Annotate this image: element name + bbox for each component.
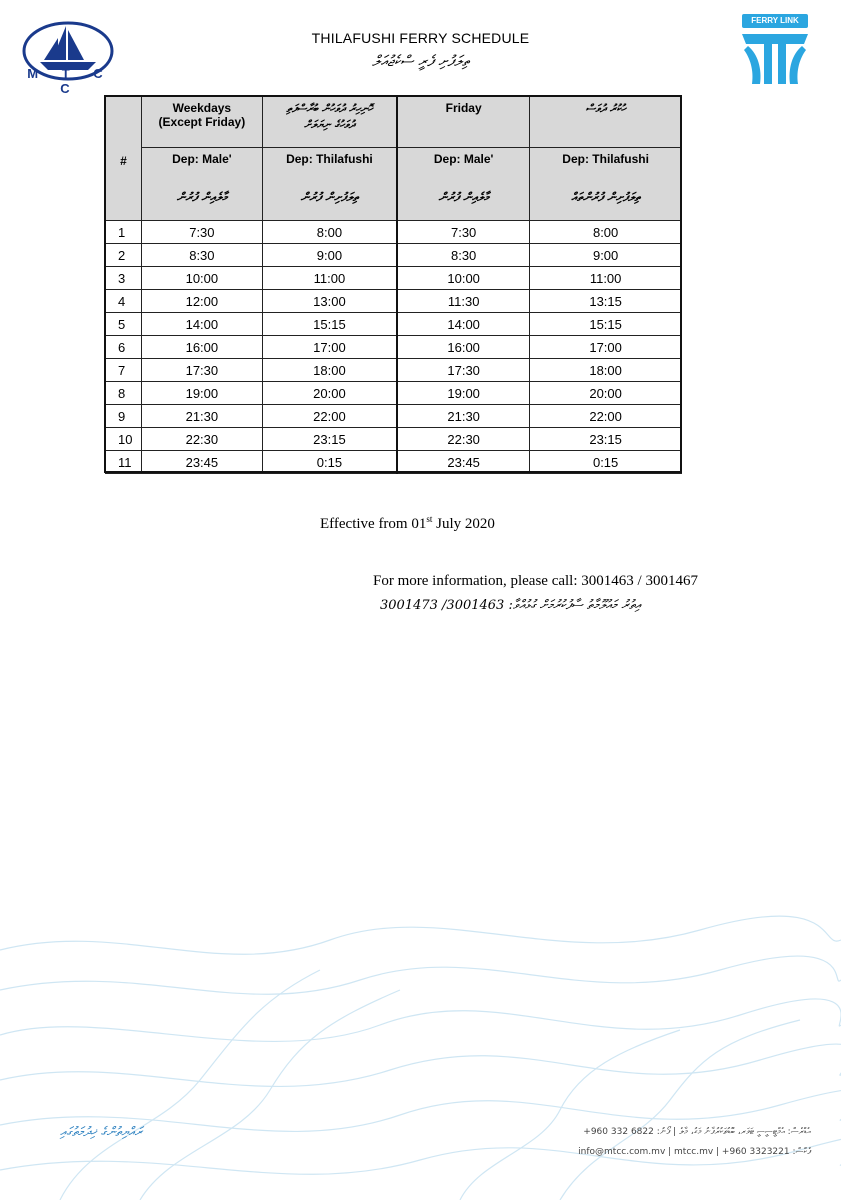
- cell-weekday-dep-male: 14:00: [141, 313, 262, 336]
- cell-trip-number: 1: [106, 221, 142, 244]
- cell-weekday-dep-thilafushi: 15:15: [262, 313, 397, 336]
- table-row: [106, 359, 682, 382]
- cell-friday-dep-thilafushi: 17:00: [530, 336, 682, 359]
- dep-header-friday-male: Dep: Male' މާލެއިން ފުރުން: [397, 148, 530, 221]
- footer-address: އެޑްރެސް: އެމްޓީސީސީ ޓަވަރ، ބޮޑުތަކުރުފާނު މަގު، މާލެ | ފޯނު: 6822 332 960+: [583, 1127, 811, 1137]
- table-row: [106, 244, 682, 267]
- table-row: [106, 428, 682, 451]
- column-group-friday: Friday: [397, 97, 530, 148]
- cell-weekday-dep-male: 7:30: [141, 221, 262, 244]
- cell-weekday-dep-male: 12:00: [141, 290, 262, 313]
- cell-trip-number: 10: [106, 428, 142, 451]
- cell-trip-number: 4: [106, 290, 142, 313]
- column-group-weekdays-dhivehi: ހޮނިހިރު ދުވަހުން ބުރާސްފަތި ދުވަހުގެ ނިޔަލަށް: [262, 97, 397, 148]
- cell-friday-dep-male: 7:30: [397, 221, 530, 244]
- cell-friday-dep-male: 16:00: [397, 336, 530, 359]
- cell-weekday-dep-thilafushi: 18:00: [262, 359, 397, 382]
- cell-weekday-dep-thilafushi: 11:00: [262, 267, 397, 290]
- cell-friday-dep-thilafushi: 0:15: [530, 451, 682, 474]
- cell-friday-dep-thilafushi: 22:00: [530, 405, 682, 428]
- cell-trip-number: 5: [106, 313, 142, 336]
- cell-friday-dep-thilafushi: 18:00: [530, 359, 682, 382]
- dep-header-friday-thilafushi: Dep: Thilafushi ތިލަފުށިން ފުރުންތައް: [530, 148, 682, 221]
- cell-weekday-dep-male: 22:30: [141, 428, 262, 451]
- cell-trip-number: 3: [106, 267, 142, 290]
- cell-weekday-dep-male: 19:00: [141, 382, 262, 405]
- cell-friday-dep-male: 21:30: [397, 405, 530, 428]
- cell-trip-number: 6: [106, 336, 142, 359]
- table-row: [106, 451, 682, 474]
- cell-friday-dep-male: 19:00: [397, 382, 530, 405]
- table-row: [106, 221, 682, 244]
- ferry-link-badge: FERRY LINK: [742, 14, 808, 28]
- cell-friday-dep-male: 22:30: [397, 428, 530, 451]
- table-row: [106, 313, 682, 336]
- mtcc-logo-text: M T C C: [27, 66, 113, 96]
- table-row: [106, 405, 682, 428]
- cell-trip-number: 7: [106, 359, 142, 382]
- cell-trip-number: 8: [106, 382, 142, 405]
- table-row: [106, 382, 682, 405]
- cell-friday-dep-male: 14:00: [397, 313, 530, 336]
- page-title: THILAFUSHI FERRY SCHEDULE: [311, 30, 530, 46]
- cell-friday-dep-thilafushi: 20:00: [530, 382, 682, 405]
- cell-friday-dep-thilafushi: 8:00: [530, 221, 682, 244]
- cell-weekday-dep-male: 10:00: [141, 267, 262, 290]
- table-row: [106, 290, 682, 313]
- cell-trip-number: 9: [106, 405, 142, 428]
- ferry-schedule-table: [105, 96, 682, 474]
- table-row: [106, 336, 682, 359]
- cell-weekday-dep-thilafushi: 13:00: [262, 290, 397, 313]
- cell-weekday-dep-thilafushi: 22:00: [262, 405, 397, 428]
- table-header-row-groups: [106, 97, 682, 148]
- cell-weekday-dep-male: 21:30: [141, 405, 262, 428]
- cell-weekday-dep-male: 23:45: [141, 451, 262, 474]
- cell-friday-dep-male: 8:30: [397, 244, 530, 267]
- table-row: [106, 267, 682, 290]
- cell-friday-dep-thilafushi: 11:00: [530, 267, 682, 290]
- dep-header-weekday-male: Dep: Male' މާލެއިން ފުރުން: [141, 148, 262, 221]
- column-group-friday-dhivehi: ހުކުރު ދުވަސް: [530, 97, 682, 148]
- table-header-row-departures: [106, 148, 682, 221]
- cell-weekday-dep-thilafushi: 20:00: [262, 382, 397, 405]
- contact-info-dhivehi: އިތުރު މައުލޫމާތު ސާފުކުރުމަށް ގުޅުއްވާ: 3001463/ 3001473: [380, 598, 641, 613]
- cell-friday-dep-male: 10:00: [397, 267, 530, 290]
- cell-trip-number: 2: [106, 244, 142, 267]
- cell-friday-dep-thilafushi: 23:15: [530, 428, 682, 451]
- cell-friday-dep-thilafushi: 15:15: [530, 313, 682, 336]
- cell-friday-dep-male: 23:45: [397, 451, 530, 474]
- cell-friday-dep-thilafushi: 13:15: [530, 290, 682, 313]
- cell-friday-dep-male: 11:30: [397, 290, 530, 313]
- footer-slogan: ރައްޔިތުންގެ ޚިދުމަތުގައި: [60, 1125, 143, 1140]
- cell-weekday-dep-male: 17:30: [141, 359, 262, 382]
- footer-contact: ފެކްސް: 3323221 960+ | info@mtcc.com.mv | mtcc.mv: [578, 1147, 811, 1157]
- contact-info: For more information, please call: 3001463 / 3001467: [373, 573, 698, 589]
- cell-weekday-dep-thilafushi: 0:15: [262, 451, 397, 474]
- dep-header-weekday-thilafushi: Dep: Thilafushi ތިލަފުށިން ފުރުން: [262, 148, 397, 221]
- column-header-number: #: [106, 97, 142, 221]
- cell-weekday-dep-male: 16:00: [141, 336, 262, 359]
- cell-weekday-dep-male: 8:30: [141, 244, 262, 267]
- cell-weekday-dep-thilafushi: 8:00: [262, 221, 397, 244]
- column-group-weekdays: Weekdays (Except Friday): [141, 97, 262, 148]
- page-title-dhivehi: ތިލަފުށި ފެރީ ސްކެޖުއަލް: [371, 52, 470, 70]
- cell-weekday-dep-thilafushi: 23:15: [262, 428, 397, 451]
- effective-date: Effective from 01st July 2020: [320, 514, 495, 532]
- cell-friday-dep-thilafushi: 9:00: [530, 244, 682, 267]
- schedule-body: [106, 221, 682, 474]
- cell-trip-number: 11: [106, 451, 142, 474]
- cell-weekday-dep-thilafushi: 17:00: [262, 336, 397, 359]
- cell-weekday-dep-thilafushi: 9:00: [262, 244, 397, 267]
- cell-friday-dep-male: 17:30: [397, 359, 530, 382]
